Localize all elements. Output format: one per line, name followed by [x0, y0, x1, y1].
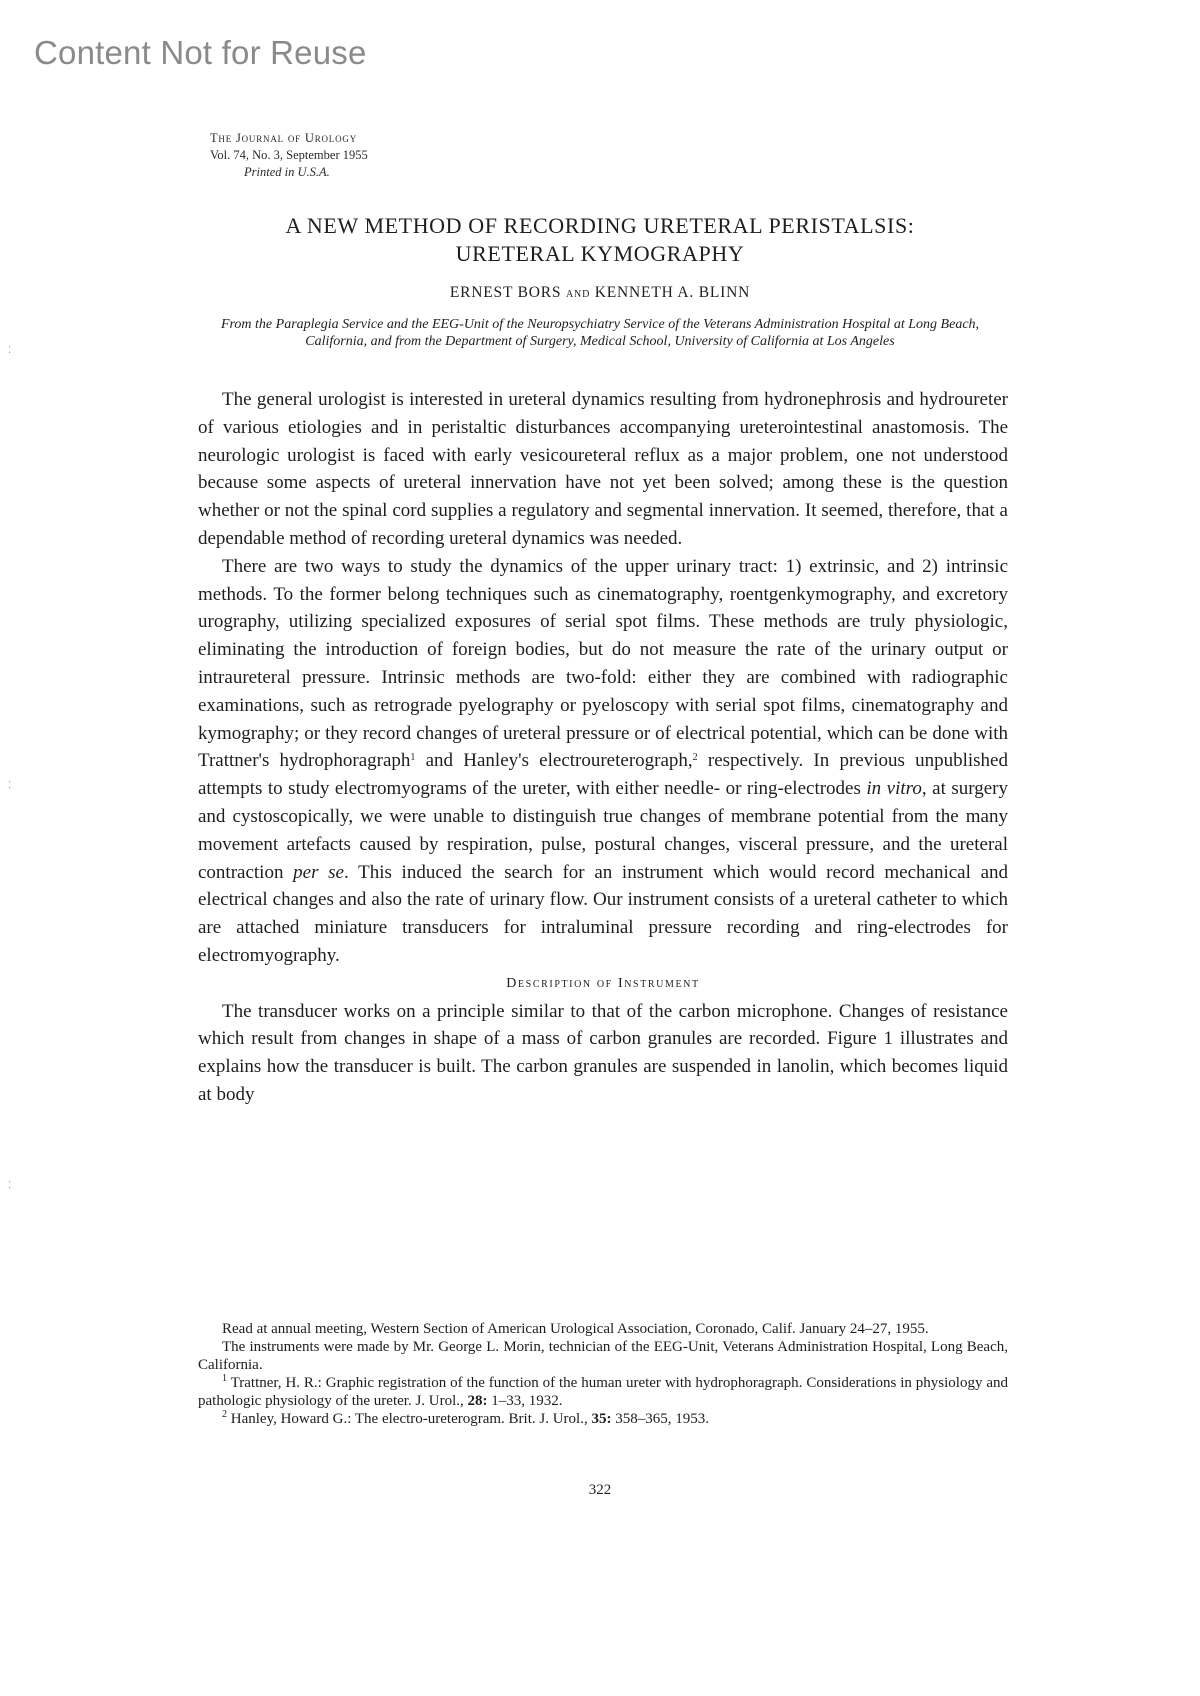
margin-speck: ⁚ — [8, 345, 12, 356]
footnote-instruments: The instruments were made by Mr. George L. Morin, technician of the EEG-Unit, Veterans Administration Hospital, Long Beach, California. — [198, 1339, 1008, 1373]
footnote-1 — [198, 1374, 1008, 1410]
page-number: 322 — [588, 1482, 612, 1498]
watermark: Content Not for Reuse — [34, 34, 367, 71]
title-line-1: A NEW METHOD OF RECORDING URETERAL PERISTALSIS: — [285, 213, 915, 238]
author-conjunction: and — [566, 286, 591, 301]
footnote-ref-2: 2 — [692, 752, 698, 764]
footnote-meeting: Read at annual meeting, Western Section of American Urological Association, Coronado, Calif. January 24–27, 1955. — [222, 1321, 929, 1337]
paragraph-2-text-b: and Hanley's electroureterograph, — [415, 750, 693, 772]
author-2: KENNETH A. BLINN — [594, 284, 751, 301]
author-1: ERNEST BORS — [449, 284, 562, 301]
paragraph-2 — [198, 553, 1008, 970]
article-title — [200, 212, 1000, 268]
journal-name: The Journal of Urology — [210, 131, 358, 145]
journal-masthead — [210, 130, 368, 181]
footnote-2-marker: 2 — [222, 1409, 227, 1420]
paragraph-3: The transducer works on a principle similar to that of the carbon microphone. Changes of resistance which result from changes in shape of a mass of carbon granules are recorded. Figure 1 illustrates and explains how the transducer is built. The carbon granules are suspended in lanolin, which becomes liquid at body — [198, 1000, 1008, 1105]
paragraph-2-text-c: respectively. In previous unpublished attempts to study electromyograms of the ureter, with either needle- or ring-electrodes — [198, 750, 1008, 800]
paragraph-1: The general urologist is interested in ureteral dynamics resulting from hydronephrosis and hydroureter of various etiologies and in peristaltic disturbances accompanying ureterointestinal anastomosis. The neurologic urologist is faced with early vesicoureteral reflux as a major problem, one not understood because some aspects of ureteral innervation have not yet been solved; among these is the question whether or not the spinal cord supplies a regulatory and segmental innervation. It seemed, therefore, that a dependable method of recording ureteral dynamics was needed. — [198, 389, 1008, 549]
paragraph-2-text-a: There are two ways to study the dynamics of the upper urinary tract: 1) extrinsic, and 2) intrinsic methods. To the former belong techniques such as cinematography, roentgenkymography, and excretory urography, utilizing specialized exposures of serial spot films. These methods are truly physiologic, eliminating the introduction of foreign bodies, but do not measure the rate of the urinary output or intraureteral pressure. Intrinsic methods are two-fold: either they are combined with radiographic examinations, such as retrograde pyelography or pyeloscopy with serial spot films, cinematography and kymography; or they record changes of ureteral pressure or of electrical potential, which can be done with Trattner's hydrophoragraph — [198, 555, 1008, 772]
affiliation: From the Paraplegia Service and the EEG-Unit of the Neuropsychiatry Service of the Veterans Administration Hospital at Long Beach, California, and from the Department of Surgery, Medical School, University of California at Los Angeles — [220, 317, 980, 349]
footnote-1-text-a: Trattner, H. R.: Graphic registration of the function of the human ureter with hydrophoragraph. Considerations in physiology and pathologic physiology of the ureter. J. Urol., — [198, 1375, 1008, 1409]
footnotes — [198, 1320, 1008, 1428]
footnote-ref-1: 1 — [410, 752, 416, 764]
footnote-2-text-a: Hanley, Howard G.: The electro-ureterogram. Brit. J. Urol., — [227, 1411, 592, 1427]
footnote-1-text-b: 1–33, 1932. — [487, 1393, 563, 1409]
in-vitro-italic: in vitro — [866, 778, 922, 800]
article-body — [198, 386, 1008, 1109]
footnote-1-marker: 1 — [222, 1373, 227, 1384]
paragraph-2-text-d: , at surgery and cystoscopically, we were unable to distinguish true changes of membrane potential from the many movement artefacts caused by respiration, pulse, postural changes, visceral pressure, and the ureteral contraction — [198, 778, 1008, 883]
footnote-2 — [198, 1410, 1008, 1428]
margin-speck: ⁚ — [8, 780, 12, 791]
footnote-1-volume: 28: — [467, 1393, 488, 1409]
margin-speck: ⁚ — [8, 1180, 12, 1191]
section-heading: Description of Instrument — [506, 975, 700, 991]
printed-in: Printed in U.S.A. — [244, 165, 330, 179]
per-se-italic: per se — [293, 861, 344, 883]
footnote-2-text-b: 358–365, 1953. — [611, 1411, 709, 1427]
journal-volume: Vol. 74, No. 3, September 1955 — [210, 148, 368, 162]
footnote-2-volume: 35: — [591, 1411, 612, 1427]
paragraph-2-text-e: . This induced the search for an instrument which would record mechanical and electrical changes and also the rate of urinary flow. Our instrument consists of a ureteral catheter to which are attached miniature transducers for intraluminal pressure recording and ring-electrodes for electromyography. — [198, 861, 1009, 966]
title-line-2: URETERAL KYMOGRAPHY — [455, 241, 745, 266]
authors — [200, 284, 1000, 302]
